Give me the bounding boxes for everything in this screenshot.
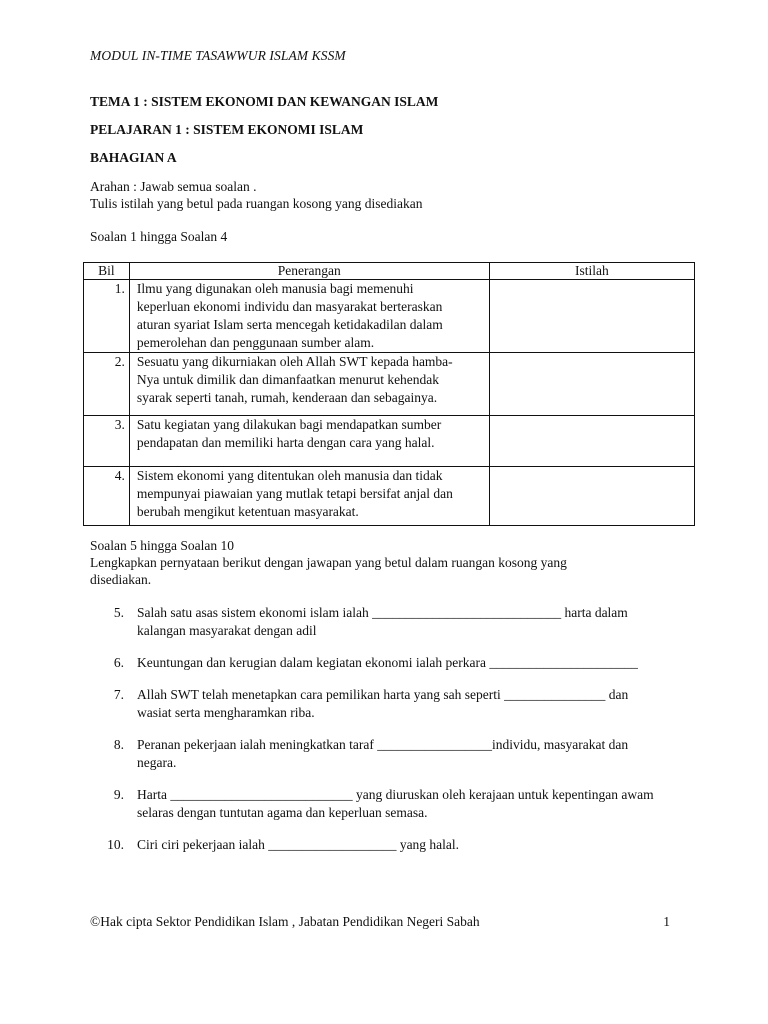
description-line: mempunyai piawaian yang mutlak tetapi bersifat anjal dan [136, 486, 453, 501]
list-item [90, 736, 690, 772]
instruction: Arahan : Jawab semua soalan . [90, 179, 257, 194]
description-line: Nya untuk dimilik dan dimanfaatkan menurut kehendak [136, 372, 440, 387]
question-number: 5. [113, 605, 124, 620]
list-item [90, 836, 690, 854]
module-header: MODUL IN-TIME TASAWWUR ISLAM KSSM [90, 48, 346, 63]
answer-cell[interactable] [489, 416, 694, 467]
answer-cell[interactable] [489, 280, 694, 353]
question-line: Ciri ciri pekerjaan ialah ___________________ yang halal. [137, 837, 460, 852]
row-description [129, 353, 489, 416]
row-number: 2. [84, 353, 130, 416]
section-title: BAHAGIAN A [90, 150, 177, 165]
instruction-detail: Tulis istilah yang betul pada ruangan kosong yang disediakan [90, 196, 423, 211]
lesson-title: PELAJARAN 1 : SISTEM EKONOMI ISLAM [90, 122, 364, 137]
description-line: Sistem ekonomi yang ditentukan oleh manusia dan tidak [136, 468, 443, 483]
question-number: 7. [113, 687, 124, 702]
section-1-heading: Soalan 1 hingga Soalan 4 [90, 229, 228, 244]
row-description [129, 280, 489, 353]
list-item [90, 654, 690, 672]
question-line: Allah SWT telah menetapkan cara pemilikan harta yang sah seperti _______________ dan [137, 687, 629, 702]
table-row [84, 467, 695, 526]
copyright-text: ©Hak cipta Sektor Pendidikan Islam , Jabatan Pendidikan Negeri Sabah [90, 914, 480, 929]
question-line: wasiat serta mengharamkan riba. [137, 705, 315, 720]
row-description [129, 467, 489, 526]
header-istilah: Istilah [489, 263, 694, 280]
header-bil: Bil [84, 263, 130, 280]
section-2-instruction-cont: disediakan. [90, 572, 152, 587]
page-number: 1 [663, 914, 670, 929]
description-line: Ilmu yang digunakan oleh manusia bagi memenuhi [136, 281, 414, 296]
question-line: kalangan masyarakat dengan adil [137, 623, 317, 638]
list-item [90, 786, 690, 822]
description-line: keperluan ekonomi individu dan masyarakat berteraskan [136, 299, 443, 314]
question-line: Salah satu asas sistem ekonomi islam ialah ____________________________ harta dalam [137, 605, 628, 620]
description-line: pemerolehan dan penggunaan sumber alam. [136, 335, 375, 350]
description-line: pendapatan dan memiliki harta dengan cara yang halal. [136, 435, 435, 450]
question-line: negara. [137, 755, 177, 770]
description-line: Sesuatu yang dikurniakan oleh Allah SWT kepada hamba- [136, 354, 453, 369]
section-2-heading: Soalan 5 hingga Soalan 10 [90, 538, 234, 553]
page-footer [90, 913, 670, 931]
question-line: Peranan pekerjaan ialah meningkatkan taraf _________________individu, masyarakat dan [137, 737, 629, 752]
row-number: 4. [84, 467, 130, 526]
answer-cell[interactable] [489, 353, 694, 416]
table-row [84, 280, 695, 353]
question-line: Harta ___________________________ yang diuruskan oleh kerajaan untuk kepentingan awam [137, 787, 654, 802]
row-description [129, 416, 489, 467]
question-number: 10. [107, 837, 124, 852]
question-number: 6. [113, 655, 124, 670]
question-number: 8. [113, 737, 124, 752]
table-row [84, 416, 695, 467]
description-line: aturan syariat Islam serta mencegah ketidakadilan dalam [136, 317, 443, 332]
question-line: Keuntungan dan kerugian dalam kegiatan ekonomi ialah perkara ______________________ [137, 655, 638, 670]
theme-title: TEMA 1 : SISTEM EKONOMI DAN KEWANGAN ISLAM [90, 94, 439, 109]
table-row [84, 353, 695, 416]
fill-in-questions [90, 604, 690, 868]
description-line: Satu kegiatan yang dilakukan bagi mendapatkan sumber [136, 417, 442, 432]
question-line: selaras dengan tuntutan agama dan keperluan semasa. [137, 805, 428, 820]
list-item [90, 604, 690, 640]
table-header-row [84, 263, 695, 280]
header-penerangan: Penerangan [129, 263, 489, 280]
question-number: 9. [113, 787, 124, 802]
description-line: berubah mengikut ketentuan masyarakat. [136, 504, 359, 519]
section-2-instruction: Lengkapkan pernyataan berikut dengan jawapan yang betul dalam ruangan kosong yang [90, 555, 567, 570]
row-number: 1. [84, 280, 130, 353]
questions-table [83, 262, 695, 526]
row-number: 3. [84, 416, 130, 467]
answer-cell[interactable] [489, 467, 694, 526]
description-line: syarak seperti tanah, rumah, kenderaan dan sebagainya. [136, 390, 438, 405]
list-item [90, 686, 690, 722]
